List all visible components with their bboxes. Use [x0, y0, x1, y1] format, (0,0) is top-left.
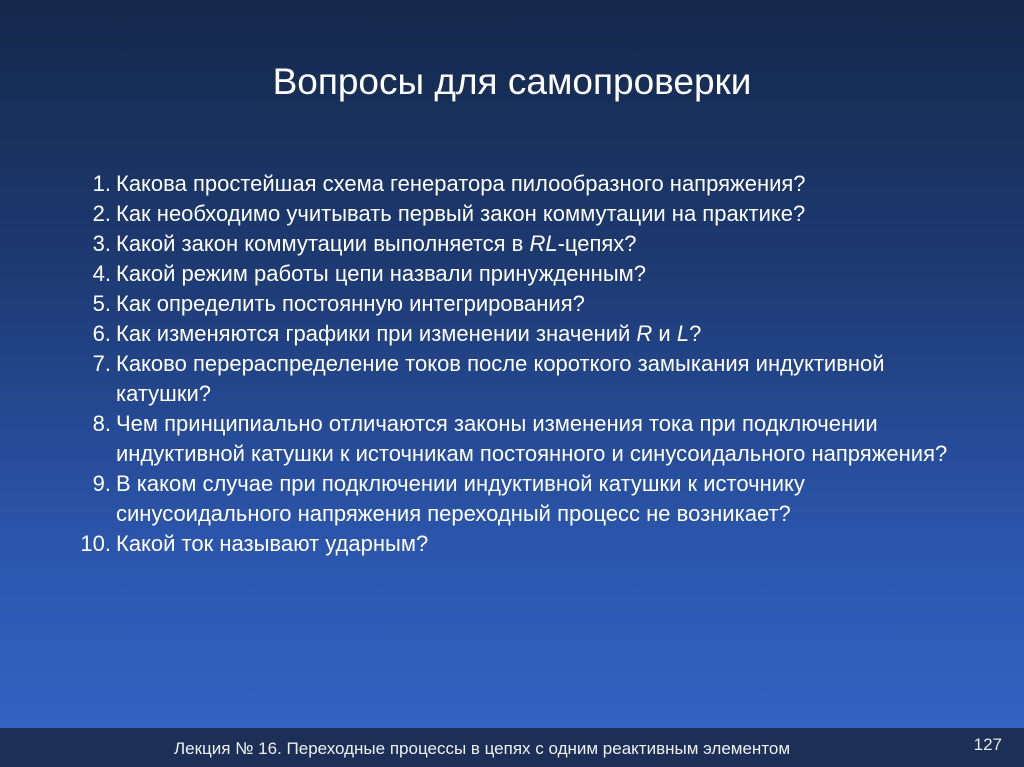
question-item	[66, 349, 966, 409]
page-number: 127	[973, 735, 1002, 754]
question-text-segment: Какой режим работы цепи назвали принужденным?	[116, 261, 646, 286]
question-text-segment: Как определить постоянную интегрирования?	[116, 291, 585, 316]
question-item	[66, 169, 966, 199]
question-item	[66, 199, 966, 229]
question-text	[116, 409, 966, 469]
question-item	[66, 259, 966, 289]
question-number: 3.	[92, 231, 111, 256]
question-text	[116, 169, 966, 199]
question-text-segment: Как необходимо учитывать первый закон коммутации на практике?	[116, 201, 806, 226]
question-number: 9.	[92, 471, 111, 496]
slide-title: Вопросы для самопроверки	[272, 61, 752, 102]
question-number: 8.	[92, 411, 111, 436]
question-number: 2.	[92, 201, 111, 226]
question-text	[116, 349, 966, 409]
question-item	[66, 529, 966, 559]
question-text-segment: Какой закон коммутации выполняется в	[116, 231, 530, 256]
question-item	[66, 289, 966, 319]
question-text	[116, 259, 966, 289]
question-list	[66, 169, 966, 559]
question-text-segment: Какова простейшая схема генератора пилообразного напряжения?	[116, 171, 806, 196]
question-text	[116, 469, 966, 529]
question-text	[116, 199, 966, 229]
question-text-segment: Чем принципиально отличаются законы изменения тока при подключении индуктивной катушки к источникам постоянного и синусоидального напряжения?	[116, 411, 948, 466]
question-text-segment: Какой ток называют ударным?	[116, 531, 429, 556]
question-text	[116, 229, 966, 259]
question-text	[116, 319, 966, 349]
question-item	[66, 469, 966, 529]
question-text-segment: Каково перераспределение токов после короткого замыкания индуктивной катушки?	[116, 351, 885, 406]
question-number: 4.	[92, 261, 111, 286]
question-number: 10.	[80, 531, 111, 556]
question-number: 6.	[92, 321, 111, 346]
question-text-segment: ?	[689, 321, 702, 346]
question-text-segment: и	[652, 321, 677, 346]
question-number: 7.	[92, 351, 111, 376]
question-item	[66, 409, 966, 469]
question-text-italic: L	[676, 321, 690, 346]
question-text-segment: В каком случае при подключении индуктивной катушки к источнику синусоидального напряжения переходный процесс не возникает?	[116, 471, 805, 526]
question-text-segment: Как изменяются графики при изменении значений	[116, 321, 637, 346]
question-text-segment: -цепях?	[557, 231, 637, 256]
question-text	[116, 289, 966, 319]
question-text-italic: R	[636, 321, 653, 346]
question-item	[66, 319, 966, 349]
question-item	[66, 229, 966, 259]
question-number: 5.	[92, 291, 111, 316]
footer-lecture-title: Лекция № 16. Переходные процессы в цепях с одним реактивным элементом	[174, 739, 791, 758]
question-text	[116, 529, 966, 559]
question-text-italic: RL	[529, 231, 558, 256]
question-number: 1.	[92, 171, 111, 196]
